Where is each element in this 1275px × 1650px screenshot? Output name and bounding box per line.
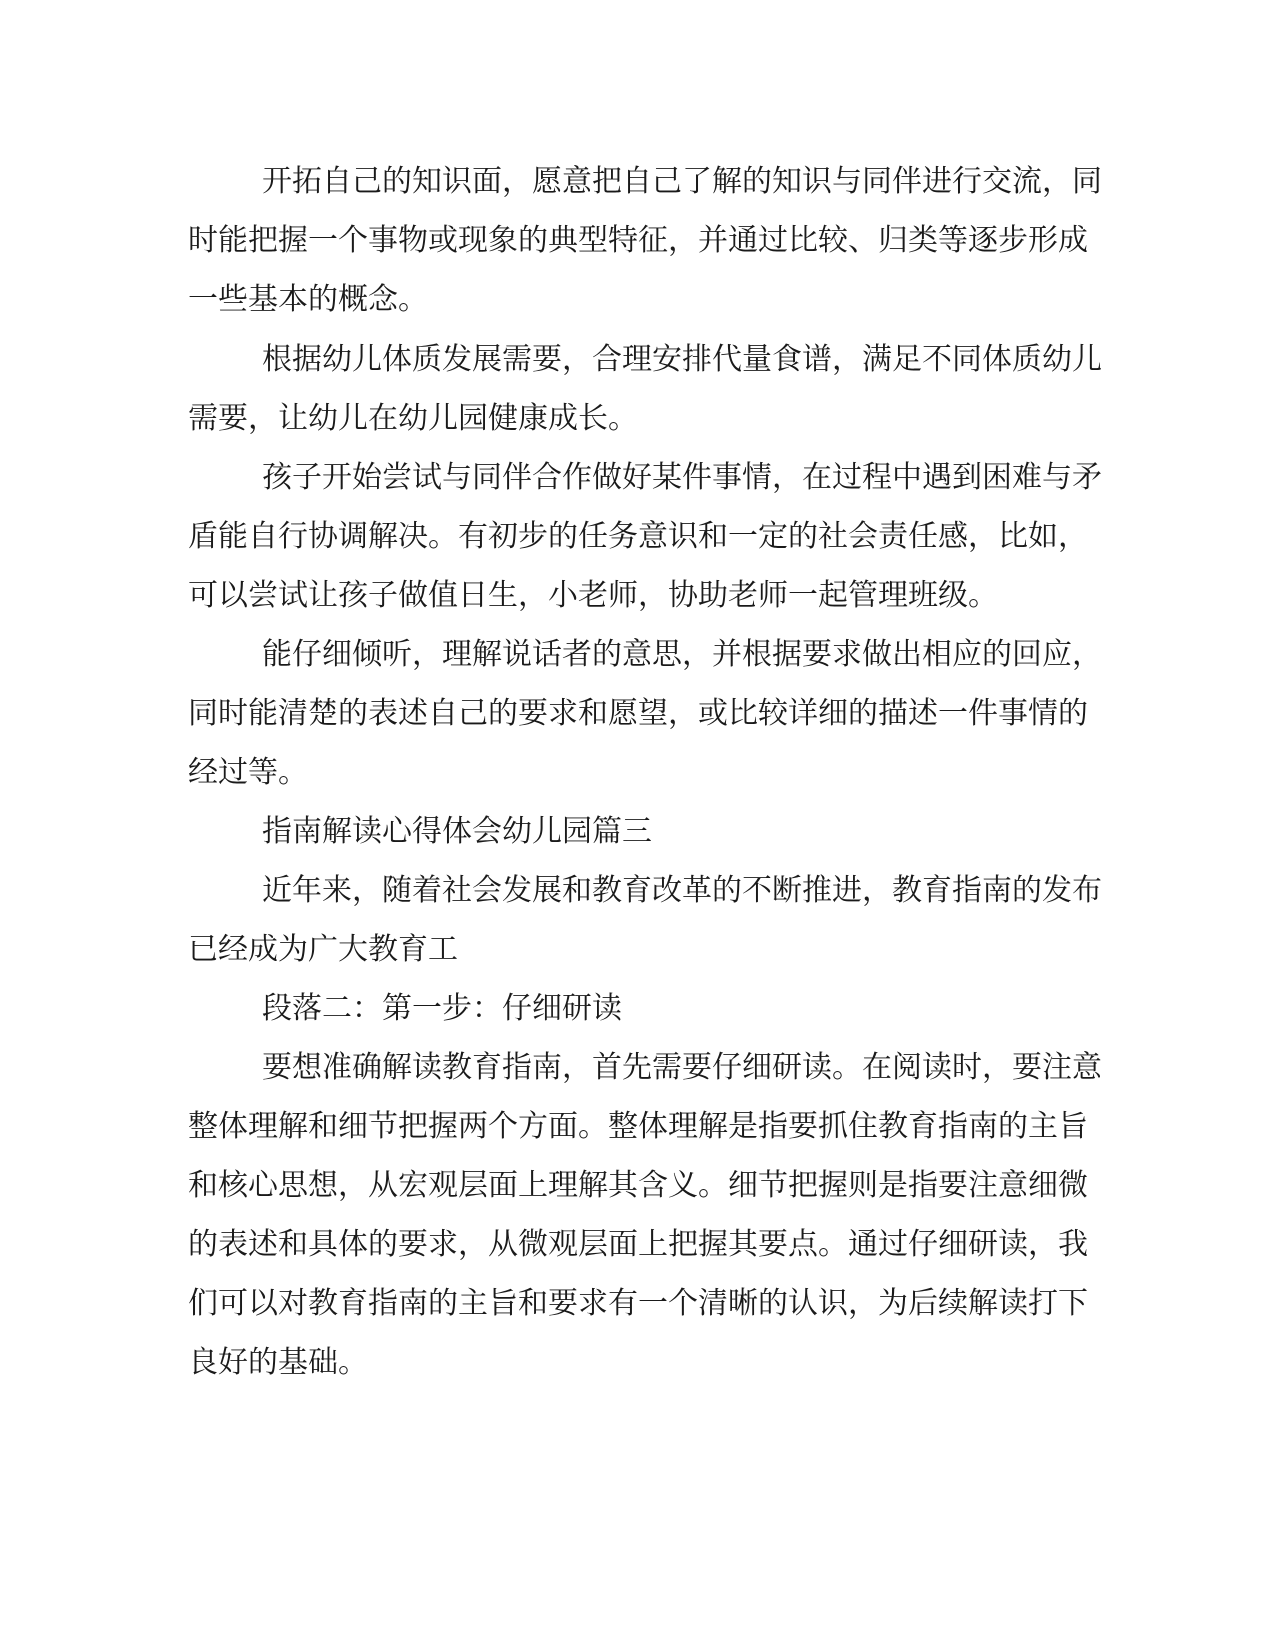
paragraph-4-line-2 bbox=[0, 684, 1275, 744]
paragraph-2-line-1 bbox=[0, 330, 1275, 390]
text-line: 可以尝试让孩子做值日生，小老师，协助老师一起管理班级。 bbox=[188, 578, 998, 613]
paragraph-6-line-4 bbox=[0, 1215, 1275, 1275]
text-line: 的表述和具体的要求，从微观层面上把握其要点。通过仔细研读，我 bbox=[188, 1227, 1088, 1262]
paragraph-6-line-2 bbox=[0, 1097, 1275, 1157]
paragraph-4-line-1 bbox=[0, 625, 1275, 685]
text-line: 们可以对教育指南的主旨和要求有一个清晰的认识，为后续解读打下 bbox=[188, 1286, 1088, 1321]
text-line: 需要，让幼儿在幼儿园健康成长。 bbox=[188, 401, 638, 436]
paragraph-6-line-1 bbox=[0, 1038, 1275, 1098]
text-line: 根据幼儿体质发展需要，合理安排代量食谱，满足不同体质幼儿 bbox=[262, 342, 1102, 377]
text-line: 孩子开始尝试与同伴合作做好某件事情，在过程中遇到困难与矛 bbox=[262, 460, 1102, 495]
text-line: 时能把握一个事物或现象的典型特征，并通过比较、归类等逐步形成 bbox=[188, 223, 1088, 258]
paragraph-5-line-1 bbox=[0, 861, 1275, 921]
paragraph-6-line-3 bbox=[0, 1156, 1275, 1216]
paragraph-3-line-1 bbox=[0, 448, 1275, 508]
section-heading bbox=[0, 802, 1275, 862]
paragraph-2-line-2 bbox=[0, 389, 1275, 449]
section-title: 指南解读心得体会幼儿园篇三 bbox=[262, 814, 652, 849]
text-line: 已经成为广大教育工 bbox=[188, 932, 458, 967]
text-line: 要想准确解读教育指南，首先需要仔细研读。在阅读时，要注意 bbox=[262, 1050, 1102, 1085]
paragraph-3-line-2 bbox=[0, 507, 1275, 567]
paragraph-1-line-2 bbox=[0, 211, 1275, 271]
subsection-title: 段落二：第一步：仔细研读 bbox=[262, 991, 622, 1026]
text-line: 经过等。 bbox=[188, 755, 308, 790]
text-line: 整体理解和细节把握两个方面。整体理解是指要抓住教育指南的主旨 bbox=[188, 1109, 1088, 1144]
paragraph-1-line-3 bbox=[0, 270, 1275, 330]
paragraph-6-line-5 bbox=[0, 1274, 1275, 1334]
paragraph-5-line-2 bbox=[0, 920, 1275, 980]
text-line: 近年来，随着社会发展和教育改革的不断推进，教育指南的发布 bbox=[262, 873, 1102, 908]
text-line: 盾能自行协调解决。有初步的任务意识和一定的社会责任感，比如， bbox=[188, 519, 1088, 554]
text-line: 和核心思想，从宏观层面上理解其含义。细节把握则是指要注意细微 bbox=[188, 1168, 1088, 1203]
text-line: 一些基本的概念。 bbox=[188, 282, 428, 317]
paragraph-4-line-3 bbox=[0, 743, 1275, 803]
paragraph-6-line-6 bbox=[0, 1333, 1275, 1393]
text-line: 能仔细倾听，理解说话者的意思，并根据要求做出相应的回应， bbox=[262, 637, 1102, 672]
text-line: 开拓自己的知识面，愿意把自己了解的知识与同伴进行交流，同 bbox=[262, 164, 1102, 199]
text-line: 良好的基础。 bbox=[188, 1345, 368, 1380]
subsection-heading bbox=[0, 979, 1275, 1039]
text-line: 同时能清楚的表述自己的要求和愿望，或比较详细的描述一件事情的 bbox=[188, 696, 1088, 731]
paragraph-3-line-3 bbox=[0, 566, 1275, 626]
paragraph-1-line-1 bbox=[0, 152, 1275, 212]
